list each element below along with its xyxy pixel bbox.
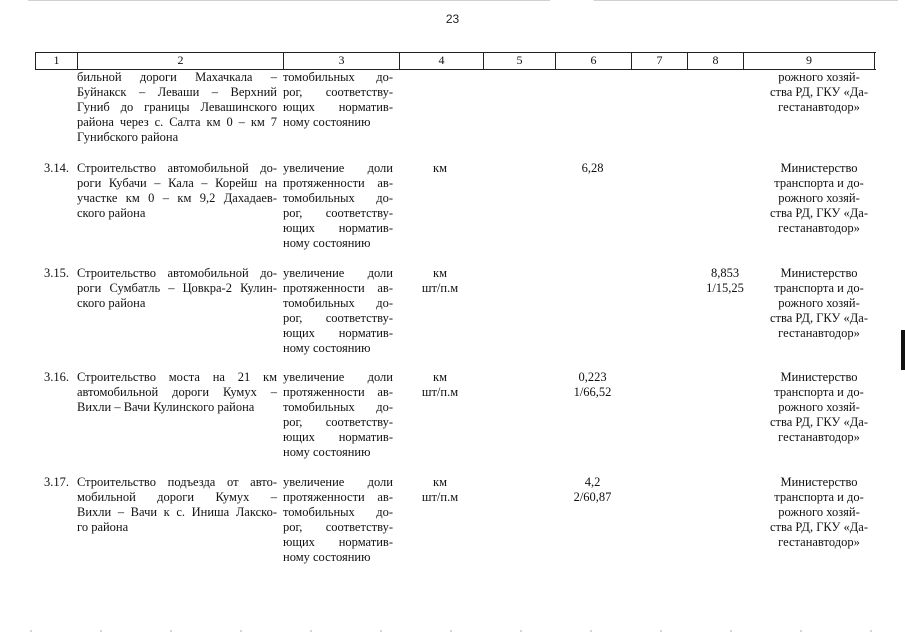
project-name: Строительство моста на 21 км автомобильной дороги Кумух – Вихли – Вачи Кулинского района — [77, 370, 277, 414]
unit: км шт/п.м — [421, 475, 459, 504]
value-col-6: 4,2 2/60,87 — [573, 475, 612, 504]
header-col-5: 5 — [484, 53, 556, 69]
value-col-6: 0,223 1/66,52 — [573, 370, 612, 399]
unit: км шт/п.м — [421, 266, 459, 295]
header-col-1: 1 — [36, 53, 78, 69]
header-col-7: 7 — [632, 53, 688, 69]
executor: рожного хозяй- ства РД, ГКУ «Да- гестанавтодор» — [770, 70, 868, 114]
table-header — [35, 52, 876, 70]
page-number: 23 — [445, 12, 460, 26]
project-goal: томобильных до- рог, соответству- ющих норматив- ному состоянию — [283, 70, 393, 129]
unit: км шт/п.м — [421, 370, 459, 399]
scan-artifact-bottom — [30, 630, 890, 632]
row-number: 3.14. — [44, 161, 69, 175]
header-col-6: 6 — [556, 53, 632, 69]
header-col-8: 8 — [688, 53, 744, 69]
project-goal: увеличение доли протяженности ав- томобильных до- рог, соответству- ющих норматив- ному состоянию — [283, 161, 393, 250]
scan-artifact-edge — [901, 330, 905, 370]
project-name: бильной дороги Махачкала – Буйнакск – Леваши – Верхний Гуниб до границы Левашинского района через с. Салта км 0 – км 7 Гунибского района — [77, 70, 277, 144]
header-col-4: 4 — [400, 53, 484, 69]
row-number: 3.15. — [44, 266, 69, 280]
project-goal: увеличение доли протяженности ав- томобильных до- рог, соответству- ющих норматив- ному состоянию — [283, 266, 393, 355]
project-name: Строительство подъезда от авто- мобильной дороги Кумух – Вихли – Вачи к с. Иниша Лакско- го района — [77, 475, 277, 534]
project-goal: увеличение доли протяженности ав- томобильных до- рог, соответству- ющих норматив- ному состоянию — [283, 475, 393, 564]
scan-artifact-top — [28, 0, 898, 1]
executor: Министерство транспорта и до- рожного хозяй- ства РД, ГКУ «Да- гестанавтодор» — [770, 266, 868, 340]
header-col-3: 3 — [284, 53, 400, 69]
header-col-9: 9 — [744, 53, 875, 69]
executor: Министерство транспорта и до- рожного хозяй- ства РД, ГКУ «Да- гестанавтодор» — [770, 370, 868, 444]
value-col-6: 6,28 — [581, 161, 604, 175]
row-number: 3.16. — [44, 370, 69, 384]
executor: Министерство транспорта и до- рожного хозяй- ства РД, ГКУ «Да- гестанавтодор» — [770, 475, 868, 549]
project-goal: увеличение доли протяженности ав- томобильных до- рог, соответству- ющих норматив- ному состоянию — [283, 370, 393, 459]
project-name: Строительство автомобильной до- роги Кубачи – Кала – Корейш на участке км 0 – км 9,2 Дахадаев- ского района — [77, 161, 277, 220]
row-number: 3.17. — [44, 475, 69, 489]
executor: Министерство транспорта и до- рожного хозяй- ства РД, ГКУ «Да- гестанавтодор» — [770, 161, 868, 235]
project-name: Строительство автомобильной до- роги Сумбатль – Цовкра-2 Кулин- ского района — [77, 266, 277, 310]
header-col-2: 2 — [78, 53, 284, 69]
unit: км — [433, 161, 447, 175]
value-col-8: 8,853 1/15,25 — [706, 266, 744, 295]
